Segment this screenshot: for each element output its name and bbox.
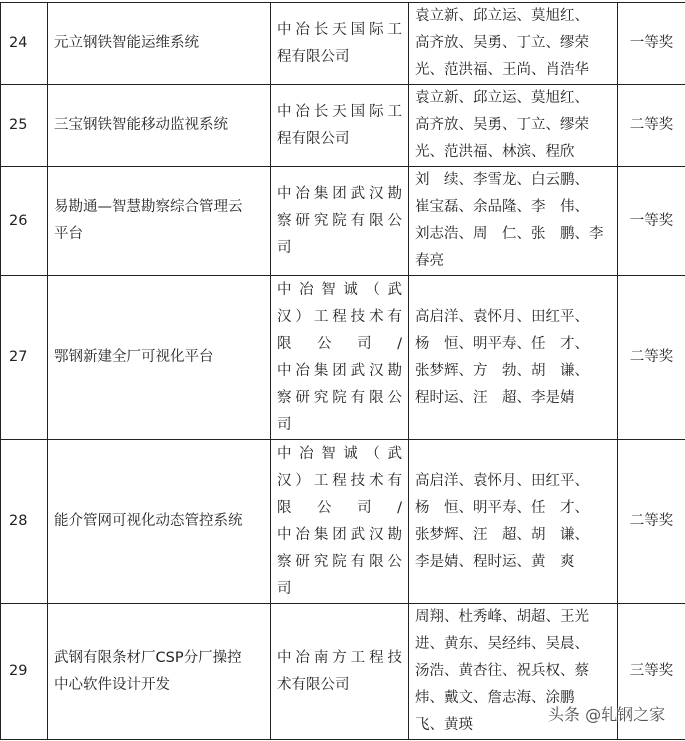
award-winners-line: 高启洋、袁怀月、田红平、 <box>415 472 589 489</box>
award-level: 二等奖 <box>618 85 685 167</box>
company-name-line: 中冶智诚（武 <box>277 445 402 462</box>
award-level: 一等奖 <box>618 167 685 276</box>
award-level: 一等奖 <box>618 3 685 85</box>
company-name <box>271 276 409 440</box>
company-name-line: 中冶智诚（武 <box>277 281 402 298</box>
award-winners-line: 袁立新、邱立运、莫旭红、 <box>415 8 589 24</box>
company-name-line: 中冶南方工程技 <box>277 649 402 666</box>
company-name-line: 司 <box>277 239 292 256</box>
award-level: 二等奖 <box>618 440 685 604</box>
award-winners-line: 杨 恒、明平寿、任 才、 <box>415 499 589 516</box>
row-number: 29 <box>1 604 48 740</box>
row-number: 27 <box>1 276 48 440</box>
award-level: 二等奖 <box>618 276 685 440</box>
table-row <box>1 85 685 167</box>
company-name <box>271 85 409 167</box>
award-winners <box>409 85 618 167</box>
project-name-line: 三宝钢铁智能移动监视系统 <box>54 117 228 133</box>
project-name <box>48 167 271 276</box>
project-name-line: 元立钢铁智能运维系统 <box>54 35 199 51</box>
company-name-line: 程有限公司 <box>277 130 350 147</box>
awards-table <box>0 2 685 740</box>
award-level: 三等奖 <box>618 604 685 740</box>
watermark: 头条 @轧钢之家 <box>548 705 666 724</box>
company-name <box>271 167 409 276</box>
project-name <box>48 3 271 85</box>
company-name-line: 察研究院有限公 <box>277 212 402 229</box>
company-name-line: 限公司/ <box>277 499 402 516</box>
project-name-line: 易勘通—智慧勘察综合管理云 <box>54 199 243 215</box>
company-name-line: 中冶长天国际工 <box>277 21 402 38</box>
award-winners-line: 杨 恒、明平寿、任 才、 <box>415 335 589 352</box>
project-name <box>48 85 271 167</box>
company-name-line: 限公司/ <box>277 335 402 352</box>
award-winners-line: 李是婧、程时运、黄 爽 <box>415 553 575 570</box>
table-row <box>1 276 685 440</box>
company-name-line: 中冶集团武汉勘 <box>277 185 402 202</box>
award-winners-line: 光、范洪福、林滨、程欣 <box>415 144 575 160</box>
row-number: 28 <box>1 440 48 604</box>
award-winners <box>409 3 618 85</box>
company-name <box>271 3 409 85</box>
project-name-line: 鄂钢新建全厂可视化平台 <box>54 349 214 365</box>
award-winners-line: 程时运、汪 超、李是婧 <box>415 389 575 406</box>
company-name-line: 术有限公司 <box>277 676 350 693</box>
table-row <box>1 167 685 276</box>
project-name-line: 能介管网可视化动态管控系统 <box>54 513 243 529</box>
company-name-line: 察研究院有限公 <box>277 389 402 406</box>
award-winners-line: 炜、戴文、詹志海、涂鹏 <box>415 690 575 706</box>
project-name-line: 平台 <box>54 226 83 242</box>
company-name-line: 中冶集团武汉勘 <box>277 526 402 543</box>
award-winners <box>409 440 618 604</box>
company-name-line: 汉）工程技术有 <box>277 472 402 489</box>
company-name-line: 司 <box>277 580 292 597</box>
row-number: 24 <box>1 3 48 85</box>
company-name <box>271 604 409 740</box>
table-row <box>1 440 685 604</box>
company-name-line: 汉）工程技术有 <box>277 308 402 325</box>
company-name-line: 程有限公司 <box>277 48 350 65</box>
award-winners-line: 春亮 <box>415 253 444 269</box>
award-winners-line: 汤浩、黄杏往、祝兵权、蔡 <box>415 663 589 679</box>
award-winners-line: 高齐放、吴勇、丁立、缪荣 <box>415 35 589 51</box>
project-name-line: 武钢有限条材厂CSP分厂操控 <box>54 649 242 666</box>
award-winners-line: 张梦辉、汪 超、胡 谦、 <box>415 526 589 543</box>
project-name <box>48 276 271 440</box>
award-winners-line: 高启洋、袁怀月、田红平、 <box>415 308 589 325</box>
award-winners-line: 进、黄东、吴经纬、吴晨、 <box>415 636 589 652</box>
company-name-line: 中冶集团武汉勘 <box>277 362 402 379</box>
company-name-line: 司 <box>277 416 292 433</box>
project-name <box>48 604 271 740</box>
award-winners-line: 飞、黄瑛 <box>415 717 473 733</box>
award-winners-line: 周翔、杜秀峰、胡超、王光 <box>415 609 589 625</box>
award-winners-line: 光、范洪福、王尚、肖浩华 <box>415 62 589 78</box>
award-winners-line: 刘 续、李雪龙、白云鹏、 <box>415 172 589 188</box>
row-number: 25 <box>1 85 48 167</box>
award-winners-line: 袁立新、邱立运、莫旭红、 <box>415 90 589 106</box>
company-name-line: 中冶长天国际工 <box>277 103 402 120</box>
award-winners <box>409 276 618 440</box>
award-winners-line: 崔宝磊、余品隆、李 伟、 <box>415 199 589 215</box>
company-name-line: 察研究院有限公 <box>277 553 402 570</box>
project-name <box>48 440 271 604</box>
row-number: 26 <box>1 167 48 276</box>
award-winners <box>409 167 618 276</box>
company-name <box>271 440 409 604</box>
award-winners-line: 高齐放、吴勇、丁立、缪荣 <box>415 117 589 133</box>
award-winners-line: 刘志浩、周 仁、张 鹏、李 <box>415 226 604 242</box>
project-name-line: 中心软件设计开发 <box>54 676 170 693</box>
table-row <box>1 3 685 85</box>
award-winners-line: 张梦辉、方 勃、胡 谦、 <box>415 362 589 379</box>
